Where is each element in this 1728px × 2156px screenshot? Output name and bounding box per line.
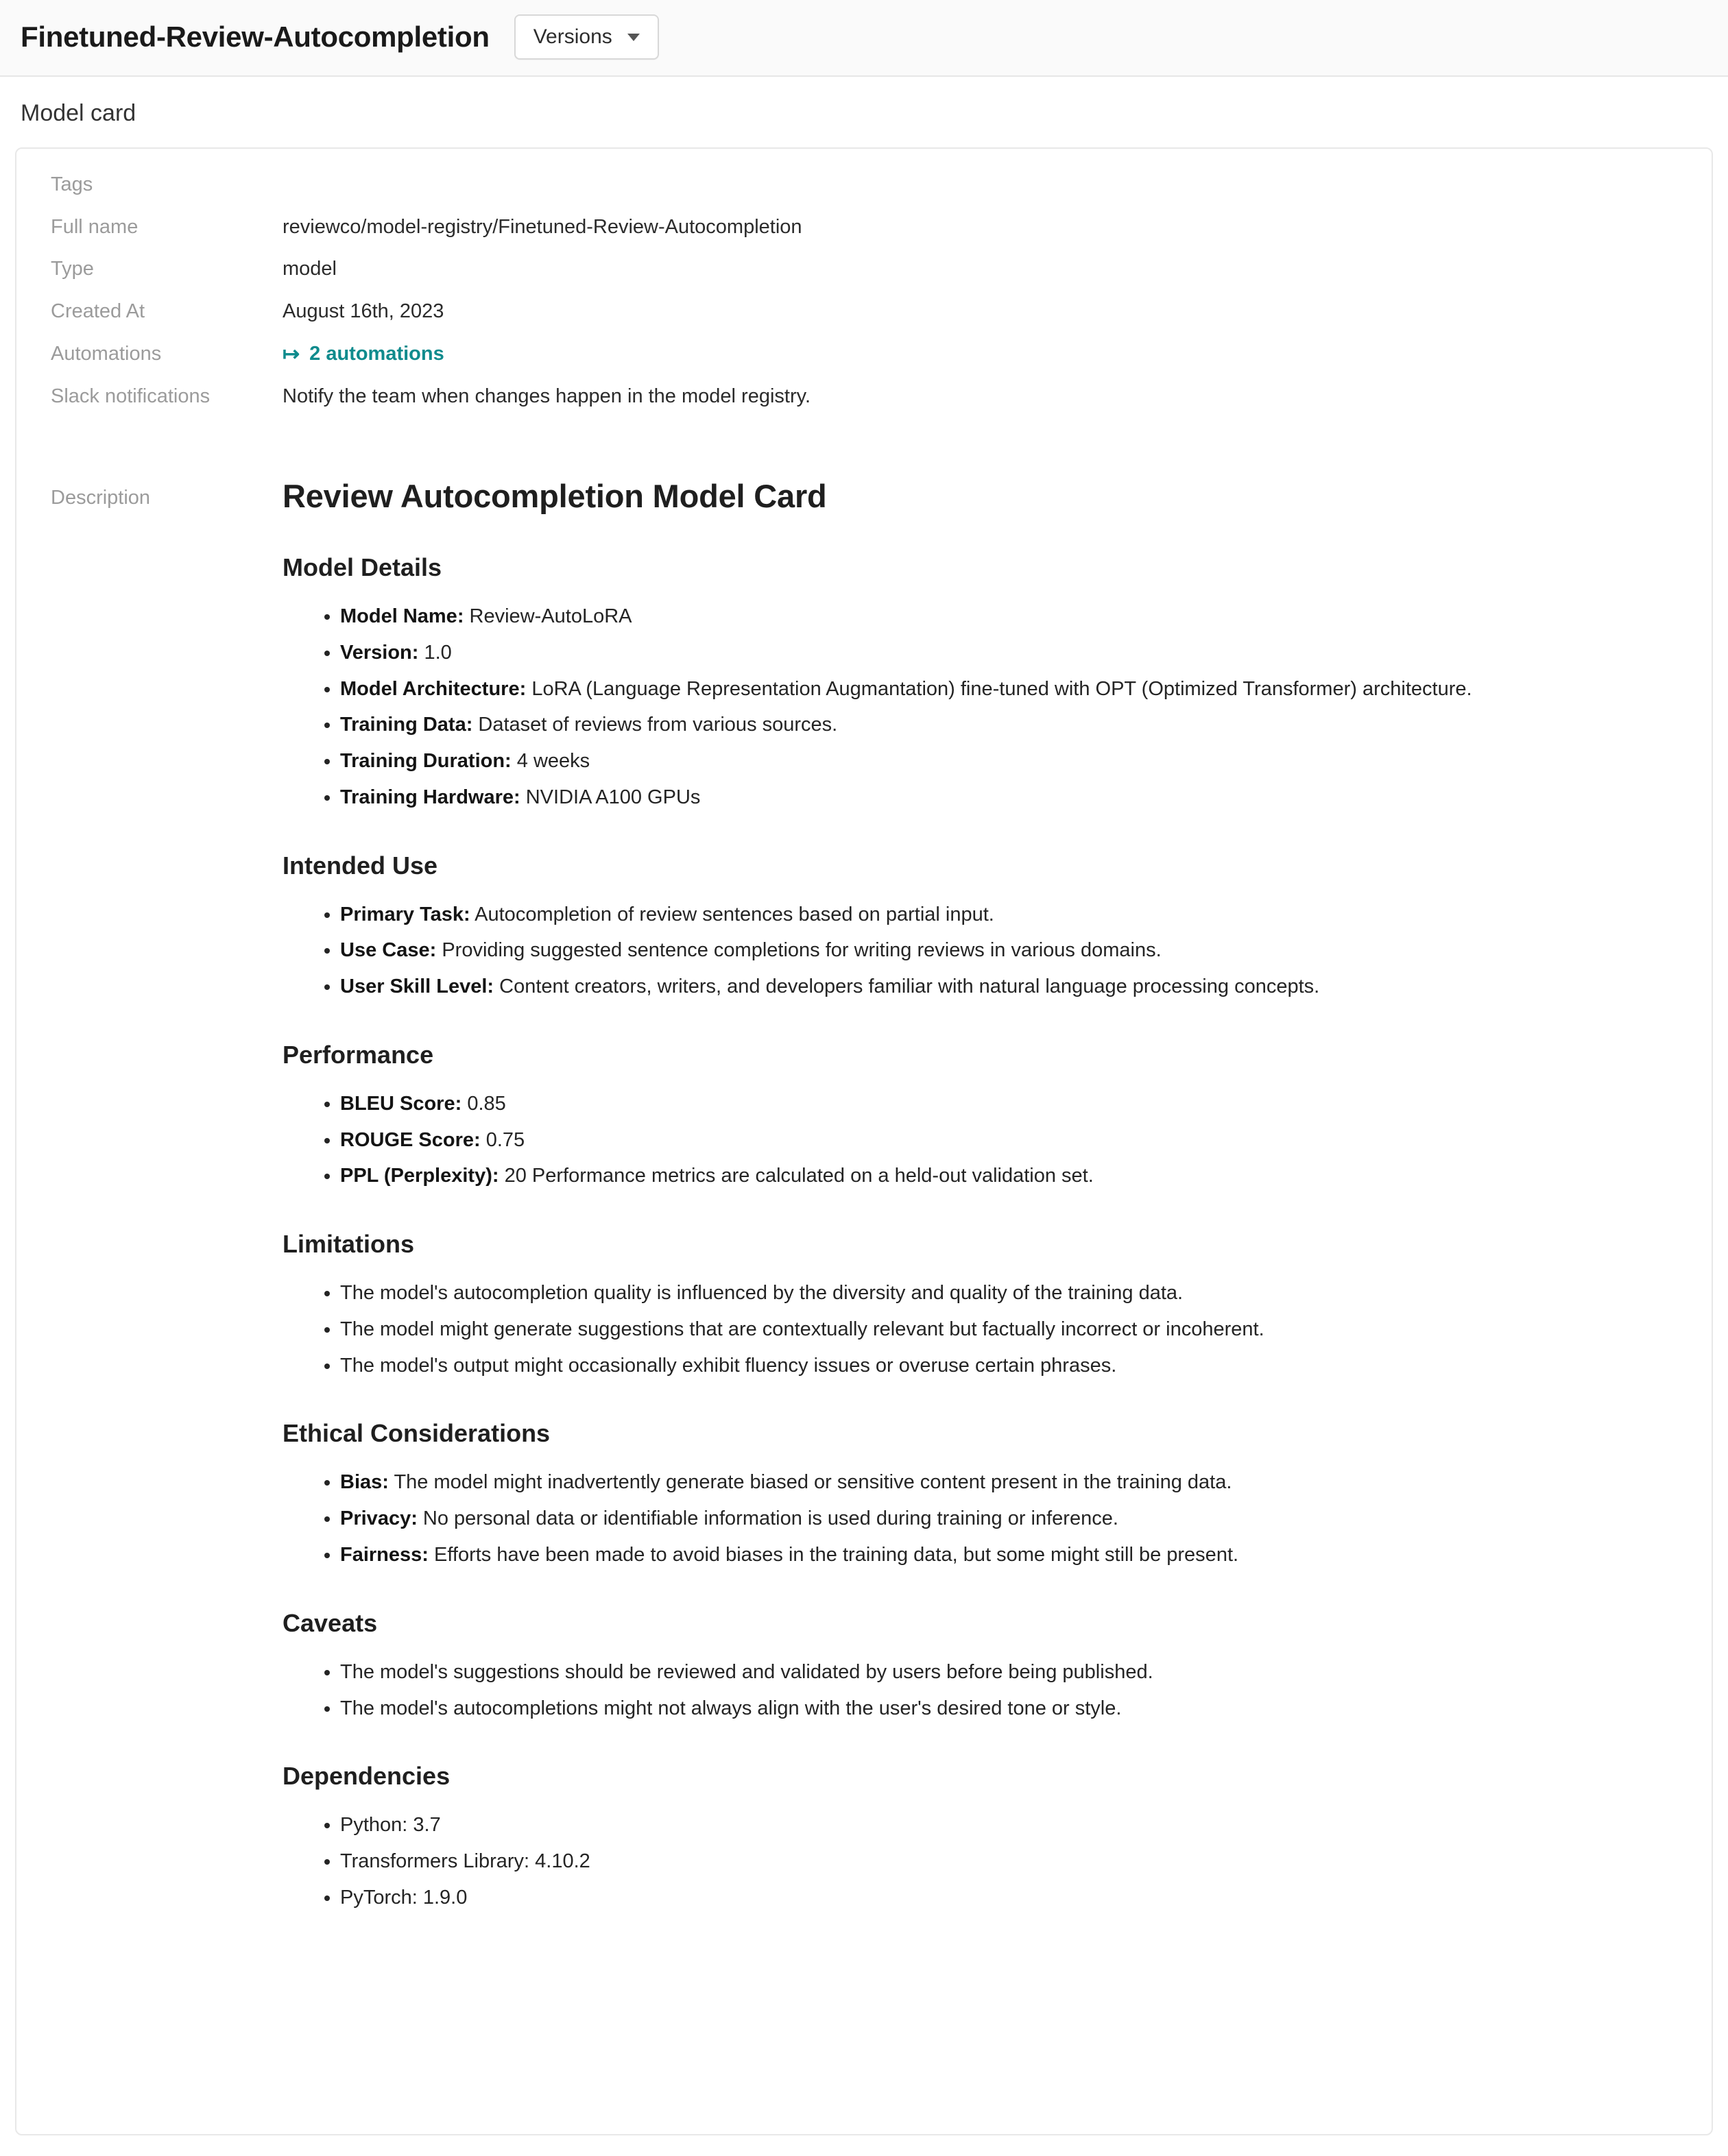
doc-section-caveats xyxy=(283,1609,1669,1727)
list-item: • Model Architecture: LoRA (Language Representation Augmantation) fine-tuned with OPT (Optimized Transformer) architecture. xyxy=(340,671,1669,707)
list-item: • The model might generate suggestions that are contextually relevant but factually incorrect or incoherent. xyxy=(340,1311,1669,1348)
doc-section-intended-use xyxy=(283,851,1669,1005)
doc-section-limitations xyxy=(283,1230,1669,1383)
doc-list xyxy=(283,598,1669,816)
list-item: • The model's autocompletions might not always align with the user's desired tone or style. xyxy=(340,1691,1669,1727)
meta-value-type: model xyxy=(283,258,337,280)
meta-key-tags: Tags xyxy=(51,173,93,195)
meta-value-created-at: August 16th, 2023 xyxy=(283,300,444,323)
meta-key-automations: Automations xyxy=(51,342,162,365)
meta-value-slack-notifications: Notify the team when changes happen in the model registry. xyxy=(283,385,811,408)
versions-button[interactable] xyxy=(514,14,659,60)
chevron-down-icon xyxy=(627,34,640,41)
list-item: • The model's suggestions should be reviewed and validated by users before being published. xyxy=(340,1654,1669,1691)
doc-heading: Limitations xyxy=(283,1230,415,1259)
meta-key-description: Description xyxy=(51,486,151,509)
list-item: • Bias: The model might inadvertently generate biased or sensitive content present in the training data. xyxy=(340,1464,1669,1501)
list-item: • Fairness: Efforts have been made to avoid biases in the training data, but some might still be present. xyxy=(340,1537,1669,1573)
meta-value-automations xyxy=(283,341,444,368)
list-item: • Transformers Library: 4.10.2 xyxy=(340,1843,1669,1880)
page-title: Finetuned-Review-Autocompletion xyxy=(21,21,490,53)
meta-row-type xyxy=(32,256,1696,282)
doc-list xyxy=(283,1086,1669,1194)
description-row xyxy=(32,477,1696,1916)
meta-row-tags xyxy=(32,172,1696,198)
list-item: • Training Data: Dataset of reviews from various sources. xyxy=(340,707,1669,743)
list-item: • PyTorch: 1.9.0 xyxy=(340,1880,1669,1916)
doc-heading: Model Details xyxy=(283,553,442,581)
list-item: • Training Hardware: NVIDIA A100 GPUs xyxy=(340,779,1669,816)
list-item: • The model's output might occasionally exhibit fluency issues or overuse certain phrases. xyxy=(340,1348,1669,1384)
meta-row-slack-notifications xyxy=(32,384,1696,410)
doc-section-dependencies xyxy=(283,1762,1669,1915)
meta-key-type: Type xyxy=(51,258,94,280)
description-body xyxy=(283,477,1696,1916)
doc-list xyxy=(283,1654,1669,1727)
doc-heading: Dependencies xyxy=(283,1762,451,1791)
doc-section-ethical-considerations xyxy=(283,1419,1669,1573)
list-item: • BLEU Score: 0.85 xyxy=(340,1086,1669,1122)
doc-heading: Intended Use xyxy=(283,851,438,880)
list-item: • Python: 3.7 xyxy=(340,1807,1669,1843)
list-item: • The model's autocompletion quality is influenced by the diversity and quality of the training data. xyxy=(340,1275,1669,1311)
list-item: • Use Case: Providing suggested sentence completions for writing reviews in various domains. xyxy=(340,932,1669,969)
doc-list xyxy=(283,1275,1669,1383)
doc-list xyxy=(283,897,1669,1005)
list-item: • Privacy: No personal data or identifiable information is used during training or inference. xyxy=(340,1501,1669,1537)
doc-heading: Caveats xyxy=(283,1608,378,1637)
list-item: • Model Name: Review-AutoLoRA xyxy=(340,598,1669,635)
automation-arrow-icon: ↦ xyxy=(283,342,300,365)
meta-key-slack-notifications: Slack notifications xyxy=(51,385,211,408)
meta-key-created-at: Created At xyxy=(51,300,145,323)
doc-list xyxy=(283,1464,1669,1573)
list-item: • Primary Task: Autocompletion of review sentences based on partial input. xyxy=(340,897,1669,933)
automations-link-label: 2 automations xyxy=(309,342,444,365)
model-card-section-label: Model card xyxy=(21,100,136,126)
app-header xyxy=(0,0,1728,77)
meta-row-full-name xyxy=(32,215,1696,241)
doc-heading: Ethical Considerations xyxy=(283,1419,551,1448)
meta-row-created-at xyxy=(32,299,1696,325)
doc-title: Review Autocompletion Model Card xyxy=(283,477,827,514)
meta-value-full-name: reviewco/model-registry/Finetuned-Review-Autocompletion xyxy=(283,215,802,238)
list-item: • ROUGE Score: 0.75 xyxy=(340,1122,1669,1159)
list-item: • Version: 1.0 xyxy=(340,635,1669,671)
doc-heading: Performance xyxy=(283,1040,434,1069)
meta-row-automations xyxy=(32,341,1696,368)
doc-section-performance xyxy=(283,1041,1669,1194)
list-item: • PPL (Perplexity): 20 Performance metrics are calculated on a held-out validation set. xyxy=(340,1158,1669,1194)
list-item: • User Skill Level: Content creators, writers, and developers familiar with natural language processing concepts. xyxy=(340,969,1669,1005)
doc-list xyxy=(283,1807,1669,1915)
versions-button-label: Versions xyxy=(533,25,612,48)
doc-section-model-details xyxy=(283,553,1669,816)
automations-link[interactable] xyxy=(283,341,444,367)
meta-key-full-name: Full name xyxy=(51,215,139,238)
list-item: • Training Duration: 4 weeks xyxy=(340,743,1669,779)
model-card-panel xyxy=(15,147,1713,2135)
